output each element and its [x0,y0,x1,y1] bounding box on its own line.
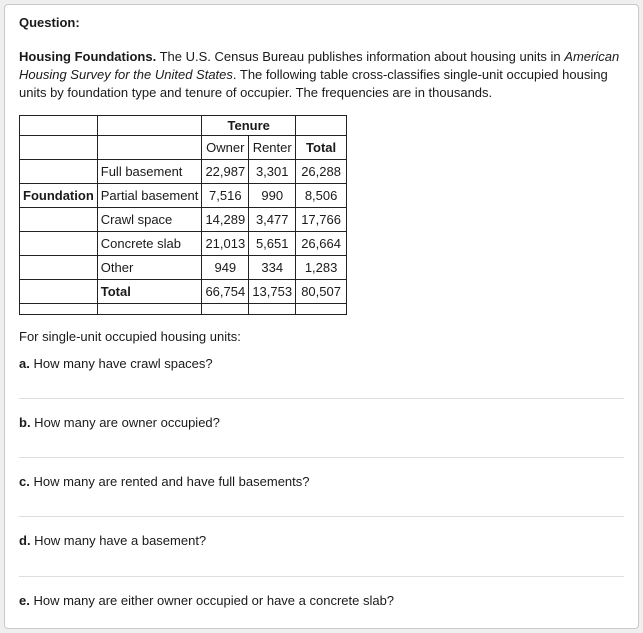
row-group-label: Foundation [20,183,98,207]
empty-cell [97,115,202,135]
col-header-renter: Renter [249,135,296,159]
empty-cell [20,159,98,183]
empty-cell [20,135,98,159]
owner-value: 7,516 [202,183,249,207]
table-row-concrete-slab [20,231,347,255]
table-row-other [20,255,347,279]
total-value: 80,507 [296,279,347,303]
question-c-text [19,474,624,490]
question-c [19,474,624,517]
questions-lead: For single-unit occupied housing units: [19,328,241,344]
empty-cell [20,303,98,314]
question-a-text [19,356,624,372]
question-d-body: How many have a basement? [30,533,207,549]
table-row-crawl-space [20,207,347,231]
total-value: 1,283 [296,255,347,279]
divider [19,457,624,458]
row-label: Concrete slab [97,231,202,255]
question-a [19,356,624,399]
question-e [19,593,624,609]
table-header-row-2 [20,135,347,159]
divider [19,516,624,517]
question-d [19,533,624,576]
empty-cell [20,115,98,135]
empty-cell [97,303,202,314]
empty-cell [20,255,98,279]
col-header-total: Total [296,135,347,159]
question-e-body: How many are either owner occupied or have a concrete slab? [29,592,395,608]
question-e-text [19,593,624,609]
table-header-row-1 [20,115,347,135]
empty-cell [20,207,98,231]
renter-value: 3,301 [249,159,296,183]
row-label: Partial basement [97,183,202,207]
total-value: 17,766 [296,207,347,231]
intro-text-1: The U.S. Census Bureau publishes information about housing units in [156,49,565,64]
owner-value: 22,987 [202,159,249,183]
total-value: 26,664 [296,231,347,255]
owner-value: 14,289 [202,207,249,231]
total-value: 8,506 [296,183,347,207]
row-label: Other [97,255,202,279]
renter-value: 5,651 [249,231,296,255]
empty-cell [296,115,347,135]
row-label: Full basement [97,159,202,183]
renter-value: 334 [249,255,296,279]
empty-cell [249,303,296,314]
question-b-text [19,415,624,431]
owner-value: 949 [202,255,249,279]
question-a-body: How many have crawl spaces? [29,355,213,371]
question-b-letter: b. [19,414,31,430]
divider [19,398,624,399]
intro-paragraph [19,48,624,103]
table-spacer-row [20,303,347,314]
empty-cell [296,303,347,314]
question-c-letter: c. [19,474,30,490]
divider [19,576,624,577]
question-d-letter: d. [19,533,31,549]
question-c-body: How many are rented and have full basements? [29,474,310,490]
intro-italic-title: American Housing Survey for the United States [19,49,620,83]
total-value: 26,288 [296,159,347,183]
intro-lead: Housing Foundations. [19,49,157,64]
owner-value: 66,754 [202,279,249,303]
question-panel [4,4,639,629]
question-label: Question: [19,15,80,30]
question-d-text [19,533,624,549]
question-b-body: How many are owner occupied? [30,414,220,430]
col-header-owner: Owner [202,135,249,159]
renter-value: 990 [249,183,296,207]
empty-cell [20,231,98,255]
tenure-header-cell: Tenure [202,115,296,135]
empty-cell [97,135,202,159]
renter-value: 3,477 [249,207,296,231]
question-e-letter: e. [19,592,30,608]
table-row-total [20,279,347,303]
row-label: Crawl space [97,207,202,231]
question-a-letter: a. [19,355,30,371]
table-row-partial-basement [20,183,347,207]
empty-cell [20,279,98,303]
question-b [19,415,624,458]
empty-cell [202,303,249,314]
frequency-table [19,115,347,315]
intro-text-2: . The following table cross-classifies single-unit occupied housing units by foundation type and tenure of occupier. The frequencies are in thousands. [19,67,608,101]
owner-value: 21,013 [202,231,249,255]
table-row-full-basement [20,159,347,183]
renter-value: 13,753 [249,279,296,303]
row-label-total: Total [97,279,202,303]
